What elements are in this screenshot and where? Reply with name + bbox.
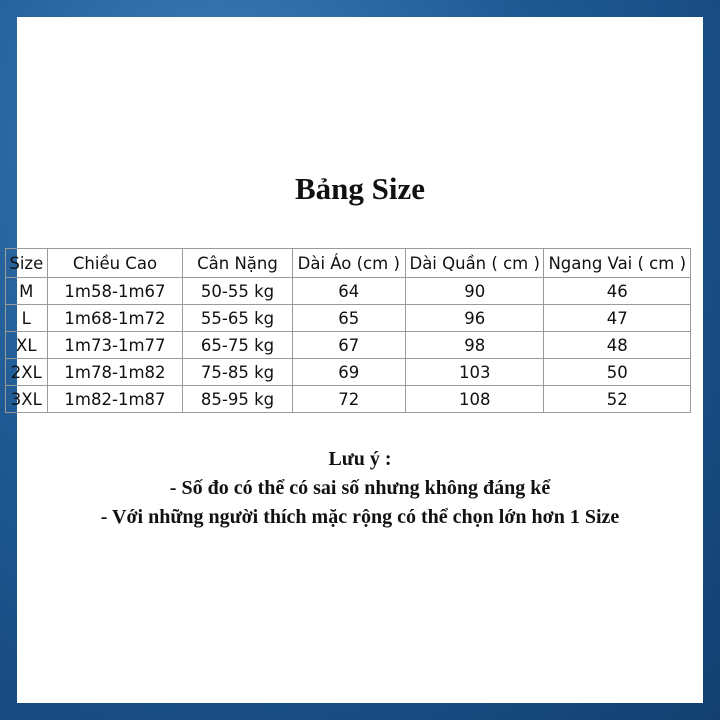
size-table [5, 248, 691, 413]
cell-shirt-length: 72 [292, 386, 405, 413]
cell-size: XL [6, 332, 48, 359]
cell-height: 1m73-1m77 [47, 332, 183, 359]
table-row [6, 278, 691, 305]
cell-weight: 65-75 kg [183, 332, 292, 359]
cell-pants-length: 90 [405, 278, 544, 305]
cell-pants-length: 98 [405, 332, 544, 359]
cell-shoulder-width: 50 [544, 359, 691, 386]
cell-weight: 55-65 kg [183, 305, 292, 332]
cell-weight: 50-55 kg [183, 278, 292, 305]
cell-height: 1m82-1m87 [47, 386, 183, 413]
header-pants-length: Dài Quần ( cm ) [405, 249, 544, 278]
cell-height: 1m78-1m82 [47, 359, 183, 386]
cell-size: L [6, 305, 48, 332]
cell-height: 1m68-1m72 [47, 305, 183, 332]
cell-shoulder-width: 46 [544, 278, 691, 305]
cell-shoulder-width: 52 [544, 386, 691, 413]
header-shirt-length: Dài Áo (cm ) [292, 249, 405, 278]
header-height: Chiều Cao [47, 249, 183, 278]
table-row [6, 332, 691, 359]
table-header-row [6, 249, 691, 278]
table-row [6, 386, 691, 413]
header-size: Size [6, 249, 48, 278]
header-shoulder-width: Ngang Vai ( cm ) [544, 249, 691, 278]
cell-shirt-length: 67 [292, 332, 405, 359]
note-line-measurement-error: - Số đo có thể có sai số nhưng không đáng kể [169, 477, 551, 499]
cell-pants-length: 103 [405, 359, 544, 386]
note-line-loose-fit: - Với những người thích mặc rộng có thể chọn lớn hơn 1 Size [100, 506, 620, 528]
page-title: Bảng Size [294, 171, 426, 206]
cell-shirt-length: 69 [292, 359, 405, 386]
note-heading: Lưu ý : [328, 448, 392, 470]
header-weight: Cân Nặng [183, 249, 292, 278]
cell-shoulder-width: 48 [544, 332, 691, 359]
cell-size: 2XL [6, 359, 48, 386]
cell-height: 1m58-1m67 [47, 278, 183, 305]
cell-pants-length: 108 [405, 386, 544, 413]
table-row [6, 305, 691, 332]
cell-shirt-length: 65 [292, 305, 405, 332]
note-section [17, 445, 703, 532]
size-chart-card [9, 17, 703, 703]
cell-size: M [6, 278, 48, 305]
cell-shoulder-width: 47 [544, 305, 691, 332]
table-row [6, 359, 691, 386]
cell-pants-length: 96 [405, 305, 544, 332]
cell-size: 3XL [6, 386, 48, 413]
cell-weight: 75-85 kg [183, 359, 292, 386]
cell-weight: 85-95 kg [183, 386, 292, 413]
cell-shirt-length: 64 [292, 278, 405, 305]
